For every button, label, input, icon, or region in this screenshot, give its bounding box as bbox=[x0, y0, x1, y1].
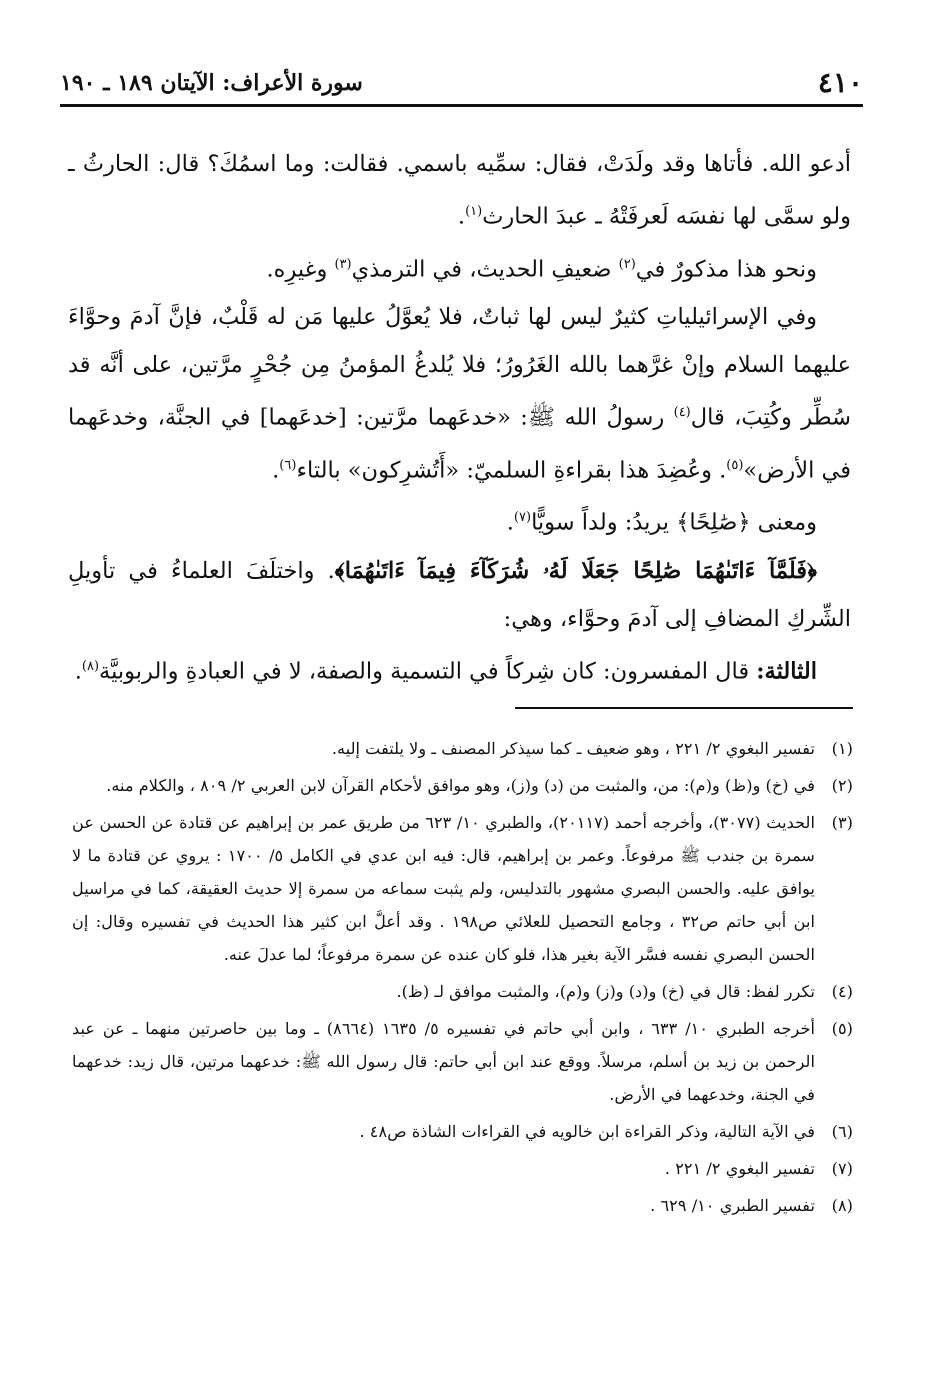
paragraph-6 bbox=[68, 643, 851, 696]
footnote-text: في (خ) و(ظ) و(م): من، والمثبت من (د) و(ز)، وهو موافق لأحكام القرآن لابن العربي ٢/ ٨٠٩ ، والكلام منه. bbox=[106, 776, 815, 795]
paragraph-1 bbox=[68, 140, 851, 241]
footnote-text: تفسير البغوي ٢/ ٢٢١ . bbox=[664, 1159, 815, 1178]
footnote bbox=[72, 769, 853, 802]
paragraph-text: وغيرِه. bbox=[266, 256, 335, 282]
paragraph-text: أدعو الله. فأتاها وقد ولَدَتْ، فقال: سمِّيه باسمي. فقالت: وما اسمُكَ؟ قال: الحارثُ ـ ولو سمَّى لها نفسَه لَعرفَتْهُ ـ عبدَ الحارث bbox=[68, 151, 851, 230]
running-title: سورة الأعراف: الآيتان ١٨٩ ـ ١٩٠ bbox=[60, 70, 363, 96]
paragraph-text: . وعُضِدَ هذا بقراءةِ السلميّ: «أَتُشرِكون» بالتاء bbox=[296, 457, 727, 483]
paragraph-text: ونحو هذا مذكورٌ في bbox=[635, 256, 817, 282]
footnote-number: (٣) bbox=[831, 813, 853, 832]
footnote-ref: (١) bbox=[465, 204, 483, 219]
footnote-number: (٤) bbox=[831, 982, 853, 1001]
paragraph-text: ومعنى ﴿صَٰلِحًا﴾ يريدُ: ولداً سويًّا bbox=[531, 509, 817, 536]
footnote-ref: (٥) bbox=[726, 457, 744, 473]
footnote bbox=[72, 1152, 853, 1185]
paragraph-2 bbox=[68, 241, 851, 294]
footnote-text: أخرجه الطبري ١٠/ ٦٣٣ ، وابن أبي حاتم في تفسيره ٥/ ١٦٣٥ (٨٦٦٤) ـ وما بين حاصرتين منهما ـ عن عبد الرحمن بن زيد بن أسلم، مرسلاً. ووقع عند ابن أبي حاتم: قال رسول الله ﷺ: خدعهما مرتين، قال زيد: خدعهما في الجنة، وخدعهما في الأرض. bbox=[72, 1019, 815, 1104]
paragraph-text: رسولُ الله ﷺ: «خدعَهما مرَّتين: [خدعَهما] في الجنَّة، وخدعَهما في الأرض» bbox=[68, 404, 851, 483]
footnote bbox=[72, 806, 853, 971]
page-number: ٤١٠ bbox=[817, 66, 863, 99]
footnote-text: الحديث (٣٠٧٧)، وأخرجه أحمد (٢٠١١٧)، والطبري ١٠/ ٦٢٣ من طريق عمر بن إبراهيم عن قتادة عن الحسن عن سمرة بن جندب ﷺ مرفوعاً. وعمر بن إبراهيم، قال: فيه ابن عدي في الكامل ٥/ ١٧٠٠ : يروي عن قتادة ما لا يوافق عليه. والحسن البصري مشهور بالتدليس، ولم يثبت سماعه من سمرة إلا حديث العقيقة، كما في مراسيل ابن أبي حاتم ص٣٢ ، وجامع التحصيل للعلائي ص١٩٨ . وقد أعلَّ ابن كثير هذا الحديث في تفسيره وقال: إن الحسن البصري نفسه فسَّر الآية بغير هذا، فلو كان عنده عن سمرة مرفوعاً؛ لما عدلَ عنه. bbox=[72, 813, 815, 964]
footnote-ref: (٧) bbox=[513, 510, 532, 525]
footnote bbox=[72, 1012, 853, 1111]
footnote-ref: (٦) bbox=[279, 457, 297, 473]
footnote-separator bbox=[515, 707, 853, 709]
paragraph-text: وفي الإسرائيلياتِ كثيرٌ ليس لها ثباتٌ، فلا يُعوَّلُ عليها مَن له قَلْبٌ، فإنَّ آدمَ وحوَّاءَ عليهما السلام وإنْ غرَّهما بالله الغَرُورُ؛ فلا يُلدغُ المؤمنُ مِن جُحْرٍ مرَّتين، على أنَّه قد سُطِّر وكُتِبَ، قال bbox=[68, 304, 851, 431]
footnotes bbox=[72, 732, 853, 1226]
footnote-number: (٨) bbox=[831, 1196, 853, 1215]
footnote bbox=[72, 732, 853, 765]
footnote-ref: (٤) bbox=[673, 405, 691, 420]
paragraph-5 bbox=[68, 547, 851, 643]
footnote bbox=[72, 975, 853, 1008]
footnote-text: تكرر لفظ: قال في (خ) و(د) و(ز) و(م)، والمثبت موافق لـ (ظ). bbox=[396, 982, 815, 1001]
punctuation: . bbox=[506, 509, 514, 536]
footnote-number: (٢) bbox=[831, 776, 853, 795]
footnote bbox=[72, 1189, 853, 1222]
punctuation: . bbox=[457, 203, 466, 230]
paragraph-text: . واختلَفَ العلماءُ في تأويلِ الشِّركِ المضافِ إلى آدمَ وحوَّاء، وهي: bbox=[68, 557, 851, 632]
footnote-number: (٧) bbox=[831, 1159, 853, 1178]
footnote bbox=[72, 1115, 853, 1148]
paragraph-3 bbox=[68, 293, 851, 494]
footnote-text: تفسير البغوي ٢/ ٢٢١ ، وهو ضعيف ـ كما سيذكر المصنف ـ ولا يلتفت إليه. bbox=[331, 739, 815, 758]
footnote-number: (٦) bbox=[831, 1122, 853, 1141]
section-lead: الثالثة: bbox=[756, 658, 817, 684]
punctuation: . bbox=[272, 457, 280, 483]
footnote-number: (١) bbox=[831, 739, 853, 758]
footnote-ref: (٣) bbox=[334, 256, 352, 272]
footnote-number: (٥) bbox=[831, 1019, 853, 1038]
footnote-ref: (٢) bbox=[618, 256, 636, 272]
page-header bbox=[60, 64, 863, 107]
paragraph-text: ضعيفِ الحديث، في الترمذي bbox=[351, 256, 619, 282]
paragraph-4 bbox=[68, 494, 851, 547]
paragraph-text: قال المفسرون: كان شِركاً في التسمية والصفة، لا في العبادةِ والربوبيَّة bbox=[99, 658, 757, 684]
main-text bbox=[68, 140, 851, 695]
footnote-text: في الآية التالية، وذكر القراءة ابن خالويه في القراءات الشاذة ص٤٨ . bbox=[359, 1122, 815, 1141]
footnote-text: تفسير الطبري ١٠/ ٦٢٩ . bbox=[650, 1196, 815, 1215]
footnote-ref: (٨) bbox=[81, 658, 100, 674]
punctuation: . bbox=[74, 658, 82, 684]
quran-verse: ﴿فَلَمَّآ ءَاتَىٰهُمَا صَٰلِحًا جَعَلَا لَهُۥ شُرَكَآءَ فِيمَآ ءَاتَىٰهُمَا﴾ bbox=[334, 557, 818, 584]
